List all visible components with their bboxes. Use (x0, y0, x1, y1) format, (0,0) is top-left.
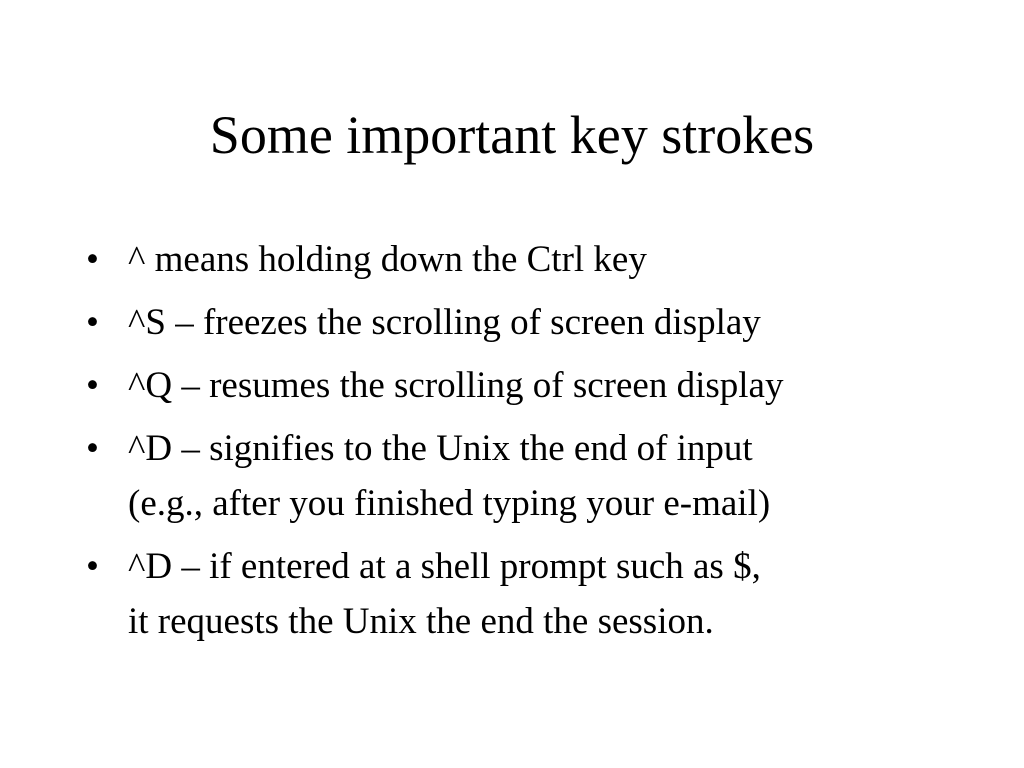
bullet-marker: • (86, 428, 99, 469)
bullet-list (86, 232, 986, 657)
bullet-item-ctrl-s (86, 295, 986, 350)
bullet-item-ctrl (86, 232, 986, 287)
bullet-item-ctrl-d-session (86, 539, 986, 649)
bullet-marker: • (86, 365, 99, 406)
bullet-text: ^S – freezes the scrolling of screen display (128, 302, 761, 343)
bullet-marker: • (86, 239, 99, 280)
slide-title: Some important key strokes (209, 105, 815, 165)
bullet-text: ^ means holding down the Ctrl key (128, 239, 647, 280)
bullet-item-ctrl-q (86, 358, 986, 413)
bullet-text: ^D – if entered at a shell prompt such as $, it requests the Unix the end the session. (128, 546, 761, 642)
bullet-marker: • (86, 546, 99, 587)
bullet-text: ^D – signifies to the Unix the end of input (e.g., after you finished typing your e-mail) (128, 428, 771, 524)
bullet-marker: • (86, 302, 99, 343)
bullet-item-ctrl-d-input (86, 421, 986, 531)
bullet-text: ^Q – resumes the scrolling of screen display (128, 365, 784, 406)
